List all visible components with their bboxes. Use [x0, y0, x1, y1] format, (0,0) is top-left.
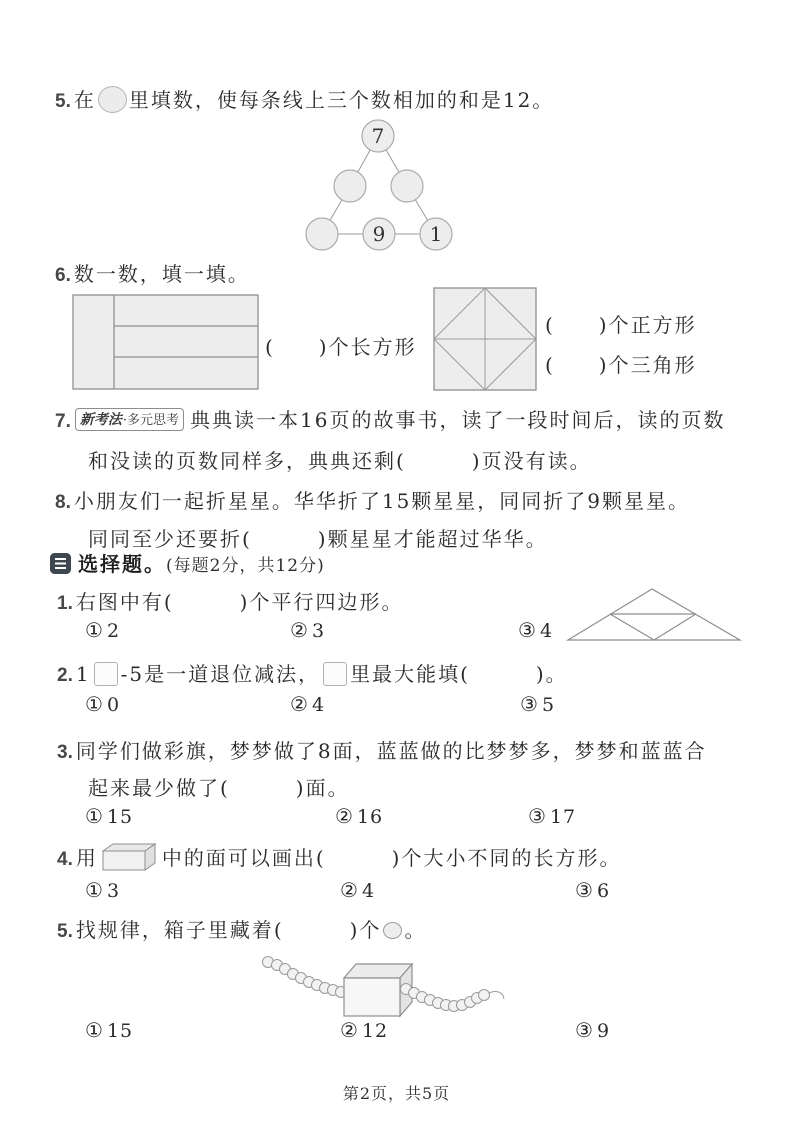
question-text: 典典读一本16页的故事书，读了一段时间后，读的页数 [190, 408, 726, 432]
option-value: 4 [361, 880, 376, 902]
option-mark: ② [290, 692, 309, 716]
option-mark: ② [340, 878, 359, 902]
option-3 [575, 878, 610, 902]
fill-question-7-line1 [55, 404, 725, 433]
question-number: 2. [57, 665, 73, 686]
page-footer: 第2页，共5页 [342, 1084, 451, 1103]
node-circle-bottom-left [306, 218, 338, 250]
section-note: (每题2分，共12分) [166, 556, 325, 576]
option-mark: ② [340, 1018, 359, 1042]
option-mark: ③ [518, 618, 537, 642]
choice-question-2 [57, 658, 568, 687]
option-1 [85, 804, 133, 828]
option-mark: ① [85, 692, 104, 716]
question-number: 5. [55, 91, 71, 112]
question-text: 数一数，填一填。 [73, 262, 250, 286]
question-text: 小朋友们一起折星星。华华折了15颗星星，同同折了9颗星星。 [73, 489, 691, 513]
question-number: 3. [57, 742, 73, 763]
option-2 [340, 1018, 388, 1042]
option-2 [340, 878, 375, 902]
fill-question-5 [55, 84, 554, 113]
question-text: 。 [404, 918, 427, 942]
question-text: 里填数，使每条线上三个数相加的和是12。 [128, 88, 555, 112]
option-value: 15 [106, 806, 134, 828]
option-mark: ① [85, 618, 104, 642]
question-text: 里最大能填( )。 [350, 662, 568, 686]
blank-box [323, 662, 347, 686]
question-number: 6. [55, 265, 71, 286]
node-circle-mid-right [391, 170, 423, 202]
option-value: 12 [361, 1020, 389, 1042]
node-circle-mid-left [334, 170, 366, 202]
question-text: 右图中有( )个平行四边形。 [75, 590, 404, 614]
option-mark: ③ [575, 1018, 594, 1042]
option-value: 4 [539, 620, 554, 642]
option-value: 16 [356, 806, 384, 828]
option-mark: ③ [528, 804, 547, 828]
node-value-bottom-right: 1 [429, 222, 443, 246]
blank-box [94, 662, 118, 686]
question-text: 中的面可以画出( )个大小不同的长方形。 [161, 846, 622, 870]
option-value: 9 [596, 1020, 611, 1042]
option-value: 3 [106, 880, 121, 902]
option-value: 0 [106, 694, 121, 716]
parallelogram-triangle-figure [563, 586, 745, 644]
fill-question-6 [55, 258, 250, 287]
option-2 [335, 804, 383, 828]
option-value: 6 [596, 880, 611, 902]
fill-question-8-line1 [55, 485, 690, 514]
option-mark: ② [335, 804, 354, 828]
option-3 [520, 692, 555, 716]
question-text: 在 [73, 88, 96, 112]
rectangle-grid-figure [72, 294, 260, 391]
fill-question-7-line2: 和没读的页数同样多，典典还剩( )页没有读。 [88, 449, 592, 473]
square-count-label: ( )个正方形 [545, 313, 697, 337]
option-value: 5 [541, 694, 556, 716]
bead-circle-icon [383, 922, 402, 939]
rectangle-count-label: ( )个长方形 [265, 335, 417, 359]
option-mark: ③ [575, 878, 594, 902]
option-mark: ① [85, 804, 104, 828]
option-1 [85, 692, 120, 716]
fill-question-8-line2: 同同至少还要折( )颗星星才能超过华华。 [88, 527, 548, 551]
node-value-top: 7 [371, 124, 385, 148]
option-value: 4 [311, 694, 326, 716]
choice-question-1 [57, 586, 403, 615]
option-3 [518, 618, 553, 642]
beads-box-figure [258, 948, 508, 1020]
option-mark: ① [85, 1018, 104, 1042]
choice-question-3-line2: 起来最少做了( )面。 [88, 776, 350, 800]
question-number: 1. [57, 593, 73, 614]
option-value: 2 [106, 620, 121, 642]
question-number: 7. [55, 411, 71, 432]
question-number: 4. [57, 849, 73, 870]
blank-circle [98, 86, 127, 113]
option-value: 17 [549, 806, 577, 828]
option-3 [528, 804, 576, 828]
option-2 [290, 618, 325, 642]
cuboid-figure [101, 842, 159, 872]
question-number: 8. [55, 492, 71, 513]
list-icon [50, 553, 71, 574]
option-value: 3 [311, 620, 326, 642]
sum-triangle-figure [300, 114, 462, 256]
question-text: 同学们做彩旗，梦梦做了8面，蓝蓝做的比梦梦多，梦梦和蓝蓝合 [75, 739, 707, 763]
option-mark: ① [85, 878, 104, 902]
question-text: -5是一道退位减法， [120, 662, 321, 686]
option-mark: ③ [520, 692, 539, 716]
badge-strong-text: 新考法 [79, 412, 122, 428]
question-number: 5. [57, 921, 73, 942]
option-1 [85, 1018, 133, 1042]
choice-question-4 [57, 842, 621, 872]
option-2 [290, 692, 325, 716]
square-diamond-figure [433, 287, 538, 392]
option-mark: ② [290, 618, 309, 642]
new-method-badge [75, 408, 184, 431]
triangle-count-label: ( )个三角形 [545, 353, 697, 377]
option-3 [575, 1018, 610, 1042]
badge-rest-text: ·多元思考 [122, 413, 179, 428]
question-text: 1 [75, 662, 91, 686]
question-text: 找规律，箱子里藏着( )个 [75, 918, 382, 942]
option-1 [85, 618, 120, 642]
node-value-bottom-mid: 9 [372, 222, 386, 246]
section-title: 选择题。 [78, 554, 166, 576]
choice-question-3-line1 [57, 735, 707, 764]
choice-section-header [50, 548, 325, 577]
question-text: 用 [75, 846, 98, 870]
option-1 [85, 878, 120, 902]
choice-question-5 [57, 914, 426, 943]
option-value: 15 [106, 1020, 134, 1042]
